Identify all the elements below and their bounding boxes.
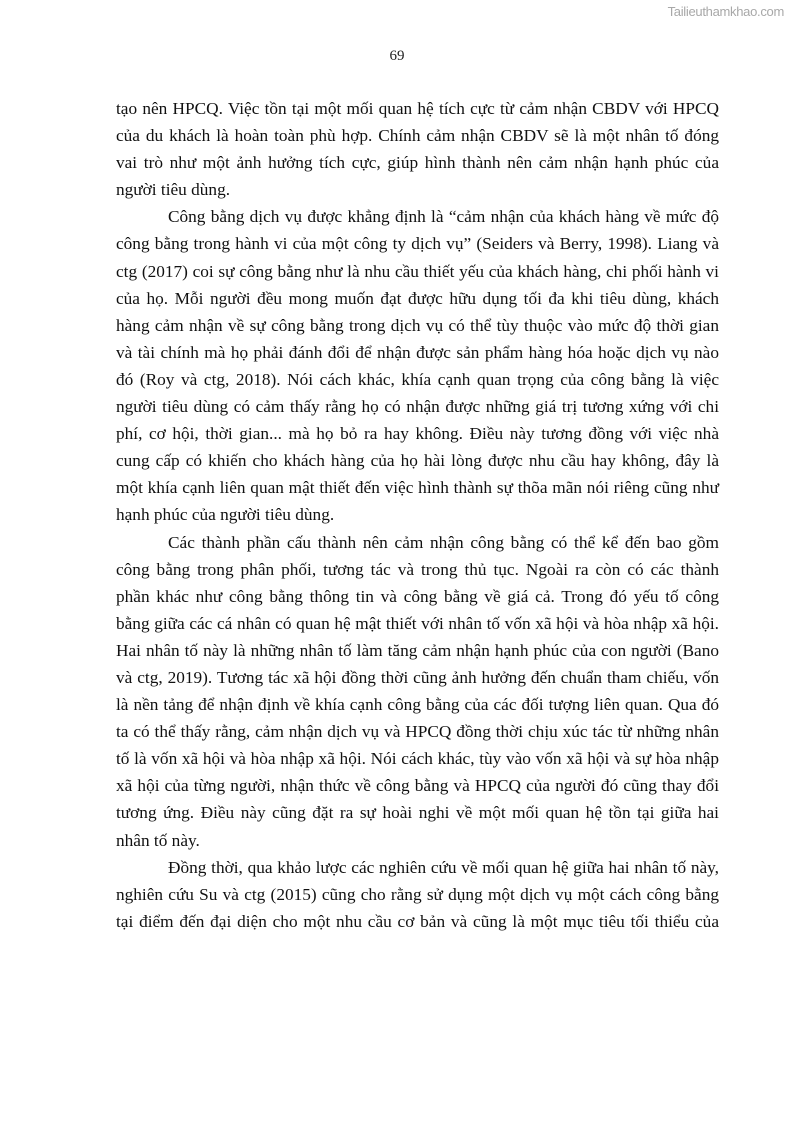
text-line: nghiên cứu Su và ctg (2015) cũng cho rằng sử dụng một dịch vụ một cách công bằng	[116, 884, 719, 904]
text-line: Hai nhân tố này là những nhân tố làm tăng cảm nhận hạnh phúc của con người (Bano	[116, 640, 719, 660]
text-line: cung cấp có khiến cho khách hàng của họ hài lòng được nhu cầu hay không, đây là	[116, 451, 719, 471]
text-line: người tiêu dùng có cảm thấy rằng họ có nhận được những giá trị tương xứng với chi	[116, 397, 719, 417]
text-line: xã hội của từng người, nhận thức về công bằng và HPCQ của người đó cũng thay đổi	[116, 776, 719, 796]
text-line: tạo nên HPCQ. Việc tồn tại một mối quan hệ tích cực từ cảm nhận CBDV với HPCQ	[116, 99, 719, 118]
site-watermark: Tailieuthamkhao.com	[667, 4, 784, 19]
text-line: Công bằng dịch vụ được khẳng định là “cảm nhận của khách hàng về mức độ	[168, 207, 719, 227]
text-line: ta có thể thấy rằng, cảm nhận dịch vụ và HPCQ đồng thời chịu xúc tác từ những nhân	[116, 722, 719, 742]
text-line: tương ứng. Điều này cũng đặt ra sự hoài nghi về một mối quan hệ tồn tại giữa hai	[116, 803, 719, 823]
text-line: tại điểm đến đại diện cho một nhu cầu cơ bản và cũng là một mục tiêu tối thiểu của	[116, 911, 719, 931]
text-line: của du khách là hoàn toàn phù hợp. Chính cảm nhận CBDV sẽ là một nhân tố đóng	[116, 126, 719, 146]
text-line: hạnh phúc của người tiêu dùng.	[116, 505, 335, 525]
page-number: 69	[389, 48, 405, 64]
text-line: Đồng thời, qua khảo lược các nghiên cứu về mối quan hệ giữa hai nhân tố này,	[168, 857, 719, 877]
paragraph	[116, 203, 719, 528]
text-line: phần khác như công bằng thông tin và công bằng về giá cả. Trong đó yếu tố công	[116, 586, 719, 606]
text-line: và ctg, 2019). Tương tác xã hội đồng thời cũng ảnh hưởng đến chuẩn tham chiếu, vốn	[116, 667, 719, 687]
text-line: một khía cạnh liên quan mật thiết đến việc hình thành sự thõa mãn nói riêng cũng như	[116, 478, 719, 498]
text-line: bằng giữa các cá nhân có quan hệ mật thiết với nhân tố vốn xã hội và hòa nhập xã hội.	[116, 613, 719, 633]
text-line: vai trò như một ảnh hưởng tích cực, giúp hình thành nên cảm nhận hạnh phúc của	[116, 153, 719, 173]
paragraph	[116, 529, 719, 854]
text-line: người tiêu dùng.	[116, 180, 231, 200]
text-line: đó (Roy và ctg, 2018). Nói cách khác, khía cạnh quan trọng của công bằng là việc	[116, 369, 719, 389]
text-line: công bằng trong phân phối, tương tác và trong thủ tục. Ngoài ra còn có các thành	[116, 559, 719, 579]
text-line: tố là vốn xã hội và hòa nhập xã hội. Nói cách khác, tùy vào vốn xã hội và sự hòa nhập	[116, 749, 719, 769]
text-line: công bằng trong hành vi của một công ty dịch vụ” (Seiders và Berry, 1998). Liang và	[116, 234, 719, 254]
text-line: hàng cảm nhận về sự công bằng trong dịch vụ có thể tùy thuộc vào mức độ thời gian	[116, 315, 719, 335]
text-line: là nền tảng để nhận định về khía cạnh công bằng của các đối tượng liên quan. Qua đó	[116, 695, 719, 715]
text-line: của họ. Mỗi người đều mong muốn đạt được hữu dụng tối đa khi tiêu dùng, khách	[116, 288, 719, 308]
text-line: ctg (2017) coi sự công bằng như là nhu cầu thiết yếu của khách hàng, chi phối hành vi	[116, 261, 719, 281]
paragraph	[116, 854, 719, 935]
text-line: Các thành phần cấu thành nên cảm nhận công bằng có thể kể đến bao gồm	[168, 532, 719, 552]
text-line: và tài chính mà họ phải đánh đổi để nhận được sản phẩm hàng hóa hoặc dịch vụ nào	[116, 342, 719, 362]
text-line: phí, cơ hội, thời gian... mà họ bỏ ra hay không. Điều này tương đồng với việc nhà	[116, 424, 719, 444]
document-body	[116, 95, 719, 935]
paragraph	[116, 95, 719, 203]
text-line: nhân tố này.	[116, 830, 200, 850]
